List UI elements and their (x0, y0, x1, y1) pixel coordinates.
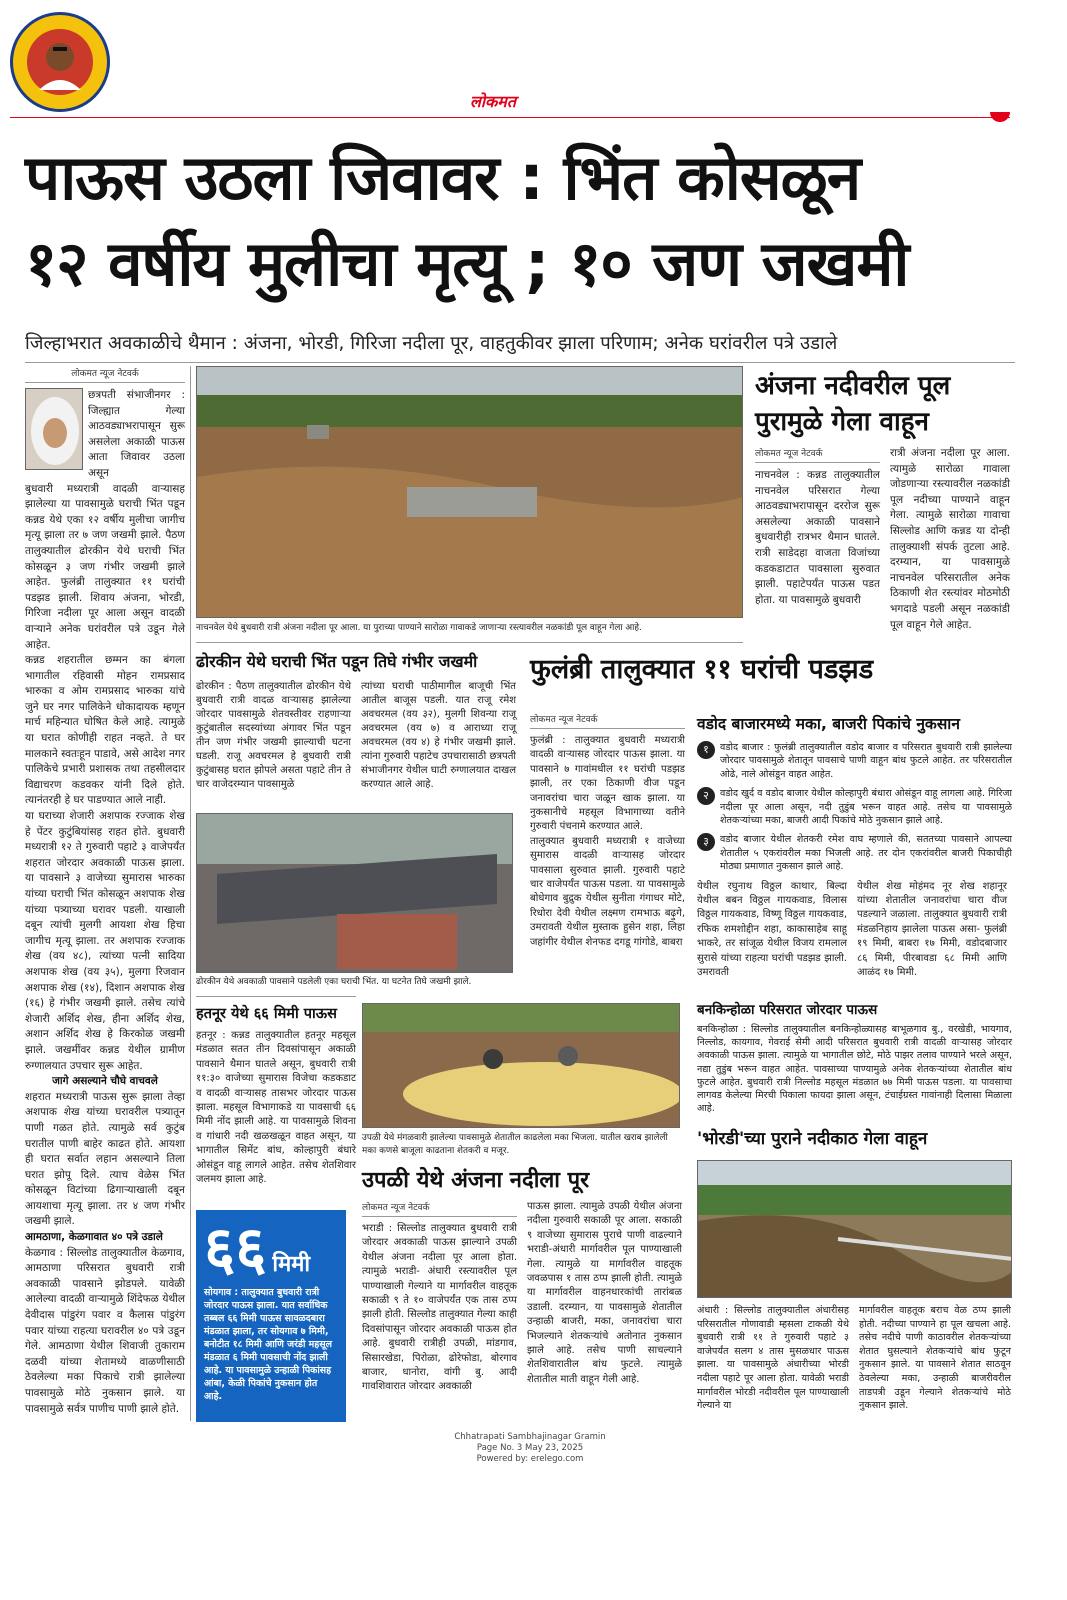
banki-body: बनकिन्होळा : सिल्लोड तालुक्यातील बनकिन्होळ्यासह बाभूळगाव बु., वरखेडी, भायगाव, निल्लोड, कायगाव, गेवराई सेमी आदी परिसरात बुधवारी रात्री वादळी वाऱ्यासह जोरदार अवकाळी पाऊस झाला. त्यामुळे या भागातील छोटे, मोठे पाझर तलाव पाण्याने भरले असून, नद्या तुडुंब भरून वाहत आहेत. पावसाच्या पाण्यामुळे अनेक शेतकऱ्यांच्या शेतातील बांध फुटले आहेत. बुधवारी रात्री निल्लोड महसूल मंडळात ७७ मिमी पाऊस पडला. या पावसाचा लागवड केलेल्या मिरची पिकाला फायदा झाला असून, टंचाईग्रस्त गावांनाही दिलासा मिळाला आहे. (697, 1024, 1012, 1115)
footer-page: Page No. 3 May 23, 2025 (476, 1443, 584, 1453)
bridge-photo (196, 366, 743, 618)
wadod-items (697, 741, 1012, 874)
wadod-item-text: वडोद बाजार : फुलंब्री तालुक्यातील वडोद बाजार व परिसरात बुधवारी रात्री झालेल्या जोरदार पावसामुळे शेतातून पावसाचे पाणी वाहून बांध फुटले आहेत. तर परिसरातील ओढे, नाले ओसंडून वाहत आहेत. (720, 742, 1012, 780)
bhordi-title: 'भोरडी'च्या पुराने नदीकाठ गेला वाहून (697, 1129, 928, 1149)
phulambri-col1b: तालुक्यात बुधवारी मध्यरात्री १ वाजेच्या सुमारास वादळी वाऱ्यासह जोरदार पावसाला सुरुवात झाली. गुरुवारी पहाटे चार वाजेपर्यंत पाऊस पडला. या पावसामुळे बोधेगाव बुद्रुक येथील सुनीता गंगाधर मोटे, रिधोरा देवी येथील लक्ष्मण रामभाऊ बढ़ुगे, उमरावती येथील मुस्ताक हुसेन शहा, लिहा जहांगीर येथील शेनफड दगडू गांगोडे, बाबरा (530, 835, 685, 948)
lead-p5: केळगाव : सिल्लोड तालुक्यातील केळगाव, आमठाणा परिसरात बुधवारी रात्री अवकाळी पावसाने झोडपले. यावेळी आलेल्या वादळी वाऱ्यामुळे शिंदेफळ येथील देवीदास पांडुरंग पवार व कैलास पांडुरंग पवार यांच्या राहत्या घरावरील ४० पत्रे उडून गेले. आमठाणा येथील शिवाजी तुकाराम दळवी यांच्या शेतामध्ये वाळणीसाठी ठेवलेल्या मका पिकाचे रात्री झालेल्या पावसामुळे मोठे नुकसान झाले. या पावसामुळे सर्वत्र पाणीच पाणी झाले होते. (25, 1246, 185, 1415)
upali-title: उपळी येथे अंजना नदीला पूर (362, 1168, 590, 1193)
item-number-badge: १ (697, 741, 715, 759)
phulambri-col1a: फुलंब्री : तालुक्यात बुधवारी मध्यरात्री वादळी वाऱ्यासह जोरदार पाऊस झाला. या पावसाने ७ गावांमधील ११ घरांची पडझड झाली, तर एका ठिकाणी वीज पडून जनावरांचा चारा जळून खाक झाला. या नुकसानीचे महसूल विभागाच्या वतीने गुरुवारी पंचनामे करण्यात आले. (530, 735, 685, 833)
lead-p2: कन्नड शहरातील छम्मन का बंगला भागातील रहिवासी मोहन रामप्रसाद भारुका व ओम रामप्रसाद भारुका यांचे जुने घर नगर पालिकेने धोकादायक म्हणून मार्च महिन्यात घोषित केले आहे. त्यामुळे या घरात कोणीही राहत नव्हते. ते घर मालकाने स्वतःहून पाडावे, असे आदेश नगर पालिकेचे प्रभारी प्रशासक तथा तहसीलदार विद्याचरण कडवकर यांनी दिले होते. त्यानंतरही हे घर पाडण्यात आले नाही. (25, 654, 185, 807)
footer-edition: Chhatrapati Sambhajinagar Gramin (454, 1432, 606, 1442)
item-number-badge: ३ (697, 833, 715, 851)
row-rule (196, 642, 743, 643)
lead-p4: शहरात मध्यरात्री पाऊस सुरू झाला तेव्हा अशपाक शेख यांच्या घरावरील पत्र्यातून पाणी गळत होते. त्यामुळे सर्व कुटुंब घरातील पाणी बाहेर काढत होते. आयशा ही घरात सर्वात लहान असल्याने तिला घरात झोपू दिले. त्याच वेळेस भिंत कोसळून विटांच्या ढिगाऱ्याखाली दबून आयशाचा मृत्यू झाला. तर ४ जण गंभीर जखमी झाले. (25, 1090, 185, 1228)
wadod-col-a: येथील रघुनाथ विठ्ठल काथार, बिल्दा येथील बबन विठ्ठल गायकवाड, विलास विठ्ठल गायकवाड, विष्णू विठ्ठल गायकवाड, रफिक शमशोद्दीन शहा, काकासाहेब साहू भाकरे, तर सांजूळ येथील विजय रामलाल सुरासे यांच्या राहत्या घरांची पडझड झाली. उमरावती (697, 880, 847, 979)
dhorkin-article (196, 650, 516, 792)
corn-photo (362, 1003, 680, 1128)
lead-article (25, 366, 185, 1417)
badge (10, 12, 110, 112)
anjana-article (755, 368, 1010, 633)
lead-sub2: आमठाणा, केळगावात ४० पत्रे उडाले (25, 1231, 163, 1244)
column-rule (190, 366, 191, 1421)
anjana-col1: नाचनवेल : कन्नड तालुक्यातील नाचनवेल परिसरात गेल्या आठवड्याभरापासून दररोज सुरू असलेल्या अकाळी पावसाने बुधवारीही रात्रभर थैमान घातले. रात्री साडेदहा वाजता विजांच्या कडकडाटात पावसाला सुरुवात झाली. पहाटेपर्यंत पाऊस पडत होता. या पावसामुळे बुधवारी (755, 469, 880, 606)
lead-p1: बुधवारी मध्यरात्री वादळी वाऱ्यासह झालेल्या या पावसामुळे घराची भिंत पडून कन्नड येथे एका १२ वर्षीय मुलीचा जागीच मृत्यू झाला तर ७ जण जखमी झाले. पैठण तालुक्यातील ढोरकीन येथे घराची भिंत कोसळून ३ जण गंभीर जखमी झाले आहेत. फुलंब्री तालुक्यात ११ घरांची पडझड झाली. शिवाय अंजना, भोरडी, गिरिजा नदीला पूर आला असून वादळी वाऱ्याने अनेक घरांवरील पत्रे उडून गेले आहेत. (25, 482, 185, 651)
victim-photo (25, 388, 83, 470)
anjana-byline: लोकमत न्यूज नेटवर्क (755, 446, 880, 463)
hatnur-body: हतनूर : कन्नड तालुक्यातील हतनूर महसूल मंडळात सतत तीन दिवसांपासून अकाळी पावसाने थैमान घातले असून, बुधवारी रात्री ११:३० वाजेच्या सुमारास विजेचा कडकडाट व वादळी वाऱ्यासह तासभर जोरदार पाऊस झाला. महसूल विभागाकडे या पावसाची ६६ मिमी नोंद झाली आहे. या पावसामुळे शिवना व गांधारी नदी खळखळून वाहत असून, या भागातील सिमेंट बांध, कोल्हापुरी बंधारे ओसंडून वाहू लागले आहेत. तसेच शेतशिवार जलमय झाला आहे. (196, 1030, 356, 1186)
subhead-rule (25, 362, 1015, 363)
upali-article (362, 1166, 684, 1395)
phulambri-article (530, 650, 1010, 690)
footer (420, 1432, 640, 1465)
rainfall-text: सोयगाव : तालुक्यात बुधवारी रात्री जोरदार पाऊस झाला. यात सर्वाधिक तब्बल ६६ मिमी पाऊस सावळदबारा मंडळात झाला, तर सोयगाव ७ मिमी, बनोटीत १८ मिमी आणि जरंडी महसूल मंडळात ६ मिमी पावसाची नोंद झाली आहे. या पावसामुळे उन्हाळी पिकांसह आंबा, केळी पिकांचे नुकसान होत आहे. (204, 1287, 332, 1402)
subheadline: जिल्हाभरात अवकाळीचे थैमान : अंजना, भोरडी, गिरिजा नदीला पूर, वाहतुकीवर झाला परिणाम; अनेक घरांवरील पत्रे उडाले (25, 333, 838, 354)
wadod-title: वडोद बाजारमध्ये मका, बाजरी पिकांचे नुकसान (697, 715, 960, 733)
bhordi-col2: मार्गावरील वाहतूक बराच वेळ ठप्प झाली होती. नदीच्या पाण्याने हा पूल खचला आहे. तसेच नदीचे पाणी काठावरील शेतकऱ्यांच्या शेतात घुसल्याने शेतकऱ्यांचे बांध फुटून नुकसान झाले. या पावसाने शेतात साठवून ठेवलेल्या मका, उन्हाळी बाजरीवरील ताडपत्री उडून गेल्याने शेतकऱ्यांचे मोठे नुकसान झाले. (859, 1305, 1011, 1412)
rainfall-unit: मिमी (272, 1252, 311, 1277)
hatnur-article (196, 1003, 356, 1187)
rainfall-number: ६६ (204, 1214, 267, 1284)
anjana-title: अंजना नदीवरील पूल पुरामुळे गेला वाहून (755, 371, 951, 437)
corner-mark (990, 112, 1010, 122)
wadod-col-b: येथील शेख मोहंमद नूर शेख शहानूर यांच्या शेतातील जनावरांचा चारा वीज पडल्याने जळाला. तालुक्यात बुधवारी रात्री मंडळनिहाय झालेला पाऊस असा- फुलंब्री १९ मिमी, बाबरा १७ मिमी, वडोदबाजार ८६ मिमी, पीरबावडा ६८ मिमी आणि आळंद १७ मिमी. (857, 880, 1007, 979)
wadod-item (697, 787, 1012, 827)
footer-powered[interactable]: Powered by: erelego.com (476, 1454, 584, 1464)
phulambri-col (530, 712, 685, 950)
wadod-item (697, 741, 1012, 781)
bhordi-article (697, 1126, 1012, 1157)
masthead: लोकमत (470, 92, 516, 111)
dhorkin-col2: त्यांच्या घराची पाठीमागील बाजूची भिंत आतील बाजूस पडली. यात राजू रमेश अवचरमल (वय ३२), मुलगी शिवन्या राजू अवचरमल (वय ७) व आराध्या राजू अवचरमल (वय ४) हे गंभीर जखमी झाले. त्यांना गुरुवारी पहाटेच उपचारासाठी छत्रपती संभाजीनगर येथील घाटी रुग्णालयात दाखल करण्यात आले आहे. (361, 681, 516, 790)
upali-col2: पाऊस झाला. त्यामुळे उपळी येथील अंजना नदीला गुरुवारी सकाळी पूर आला. सकाळी ९ वाजेच्या सुमारास पुराचे पाणी वाढल्याने भराडी-अंधारी मार्गावरील पूल पाण्याखाली गेला. त्यामुळे या मार्गावरील वाहतूक जवळपास १ तास ठप्प झाली होती. त्यामुळे या मार्गावरील वाहनधारकांची तारांबळ उडाली. दरम्यान, या पावसामुळे शेतातील उन्हाळी बाजरी, मका, जनावरांचा चारा भिजल्याने शेतकऱ्यांचे अतोनात नुकसान झाले आहे. तसेच पाणी साचल्याने शेतशिवारातील बांध फुटले. त्यामुळे शेतातील माती वाहून गेली आहे. (527, 1201, 682, 1385)
wadod-article (697, 712, 1012, 981)
dhorkin-col1: ढोरकीन : पैठण तालुक्यातील ढोरकीन येथे बुधवारी रात्री वादळ वाऱ्यासह झालेल्या जोरदार पावसामुळे शेतवस्तीवर राहणाऱ्या कुटुंबातील सदस्यांच्या अंगावर भिंत पडून तीन जण गंभीर जखमी झाल्याची घटना घडली. राजू अवचरमल हे बुधवारी रात्री कुटुंबासह घरात झोपले असता पहाटे तीन ते चार वाजेदरम्यान पावसामुळे (196, 681, 351, 790)
lead-sub1: जागे असल्याने चौघे वाचवले (52, 1075, 158, 1088)
rainfall-box (196, 1210, 346, 1422)
headline-line1: पाऊस उठला जिवावर : भिंत कोसळून (25, 141, 861, 214)
upali-col1: भराडी : सिल्लोड तालुक्यात बुधवारी रात्री जोरदार अवकाळी पाऊस झाल्याने उपळी येथील अंजना नदीला पूर आला होता. त्यामुळे भराडी- अंधारी रस्त्यावरील पूल पाण्याखाली गेल्याने या मार्गावरील वाहतूक सकाळी ९ ते १० वाजेपर्यंत एक तास ठप्प झाली होती. सिल्लोड तालुक्यात गेल्या काही दिवसांपासून जोरदार अवकाळी पाऊस होत आहे. बुधवारी रात्रीही उपळी, मांडगाव, सिसारखेडा, पिरोळा, ढोरेफोडा, बोरगाव बाजार, धानोरा, वांगी बु. आदी गावशिवारात जोरदार अवकाळी (362, 1223, 517, 1393)
corn-photo-caption: उपळी येथे मंगळवारी झालेल्या पावसामुळे शेतातील काढलेला मका भिजला. यातील खराब झालेली मका कणसे बाजूला काढताना शेतकरी व मजूर. (362, 1133, 668, 1156)
row-rule-2 (196, 996, 356, 997)
wall-photo (196, 813, 513, 973)
headline-line2: १२ वर्षीय मुलीचा मृत्यू ; १० जण जखमी (25, 227, 909, 300)
dhorkin-title: ढोरकीन येथे घराची भिंत पडून तिघे गंभीर जखमी (196, 652, 478, 671)
wall-photo-caption: ढोरकीन येथे अवकाळी पावसाने पडलेली एका घराची भिंत. या घटनेत तिघे जखमी झाले. (196, 977, 472, 987)
phulambri-title: फुलंब्री तालुक्यात ११ घरांची पडझड (530, 654, 874, 685)
lead-byline: लोकमत न्यूज नेटवर्क (25, 366, 185, 383)
lead-p3: या घराच्या शेजारी अशपाक रज्जाक शेख हे पेंटर कुटुंबियांसह राहत होते. बुधवारी मध्यरात्री १२ ते गुरुवारी पहाटे ३ वाजेपर्यंत शहरात जोरदार अवकाळी पाऊस झाला. या पावसाने ३ वाजेच्या सुमारास भारुका यांच्या घराची भिंत कोसळून अशपाक शेख यांच्या पत्र्याच्या घरावर पडली. याखाली दबून त्यांची मुलगी आयशा शेख हिचा जागीच मृत्यू झाला. तर अशपाक रज्जाक शेख (वय ४८), त्यांच्या पत्नी सादिया अशपाक शेख (वय ३५), मुलगा रिजवान अशपाक शेख (१४), दिशान अशपाक शेख (१६) हे गंभीर जखमी झाले. तसेच त्यांचे शेजारी अर्शिद शेख, हीना अर्शिद शेख, अशान अर्शिद शेख हे किरकोळ जखमी झाले. जखमींवर कन्नड येथील ग्रामीण रुग्णालयात उपचार सुरू आहेत. (25, 810, 185, 1072)
anjana-col2: रात्री अंजना नदीला पूर आला. त्यामुळे सारोळा गावाला जोडणाऱ्या रस्त्यावरील नळकांडी पूल नदीच्या पाण्याने वाहून गेला. त्यामुळे सारोळा गावाचा सिल्लोड आणि कन्नड या दोन्ही तालुक्याशी संपर्क तुटला आहे. दरम्यान, या पावसामुळे नाचनवेल परिसरातील अनेक ठिकाणी शेत रस्त्यांवर मोठमोठी भगदाडे पडली असून नळकांडी पूल वाहून गेले आहेत. (890, 447, 1010, 631)
hatnur-title: हतनूर येथे ६६ मिमी पाऊस (196, 1006, 337, 1022)
upali-byline: लोकमत न्यूज नेटवर्क (362, 1200, 517, 1217)
masthead-rule (10, 117, 1010, 118)
bhordi-body (697, 1304, 1012, 1413)
bridge-photo-caption: नाचनवेल येथे बुधवारी रात्री अंजना नदीला पूर आला. या पुराच्या पाण्याने सारोळा गावाकडे जाणाऱ्या रस्त्यावरील नळकांडी पूल वाहून गेला आहे. (196, 623, 642, 633)
banki-title: बनकिन्होळा परिसरात जोरदार पाऊस (697, 1002, 878, 1018)
banki-article (697, 1000, 1012, 1115)
riverbank-photo (697, 1160, 1012, 1298)
wadod-item-text: वडोद खुर्द व वडोद बाजार येथील कोल्हापुरी बंधारा ओसंडून वाहू लागला आहे. गिरिजा नदीला पूर आला असून, नदी तुडुंब भरून वाहत आहे. तसेच या पावसामुळे शेतकऱ्यांच्या मका, बाजरी आदी पिकांचे मोठे नुकसान झाले आहे. (720, 788, 1012, 827)
wadod-item (697, 833, 1012, 873)
bhordi-col1: अंधारी : सिल्लोड तालुक्यातील अंधारीसह परिसरातील गोणावाडी म्हसला टाकळी येथे बुधवारी रात्री ११ ते गुरुवारी पहाटे ३ वाजेपर्यंत सलग ४ तास मुसळधार पाऊस झाला. या पावसामुळे अंधारीच्या भोरडी नदीला पहाटे पूर आला होता. यावेळी भराडी मार्गावरील भोरडी नदीवरील पूल पाण्याखाली गेल्याने या (697, 1305, 849, 1412)
wadod-item-text: वडोद बाजार येथील शेतकरी रमेश वाघ म्हणाले की, सततच्या पावसाने आपल्या शेतातील ५ एकरांवरील मका भिजली आहे. तर दोन एकरांवरील बाजरी पिकाचीही मोठ्या प्रमाणात नुकसान झाले आहे. (720, 834, 1012, 873)
item-number-badge: २ (697, 787, 715, 805)
phulambri-byline: लोकमत न्यूज नेटवर्क (530, 712, 685, 729)
avatar (13, 15, 107, 109)
lead-intro: छत्रपती संभाजीनगर : जिल्ह्यात गेल्या आठवड्याभरापासून सुरू असलेला अकाळी पाऊस आता जिवावर उठला असून (88, 389, 185, 479)
